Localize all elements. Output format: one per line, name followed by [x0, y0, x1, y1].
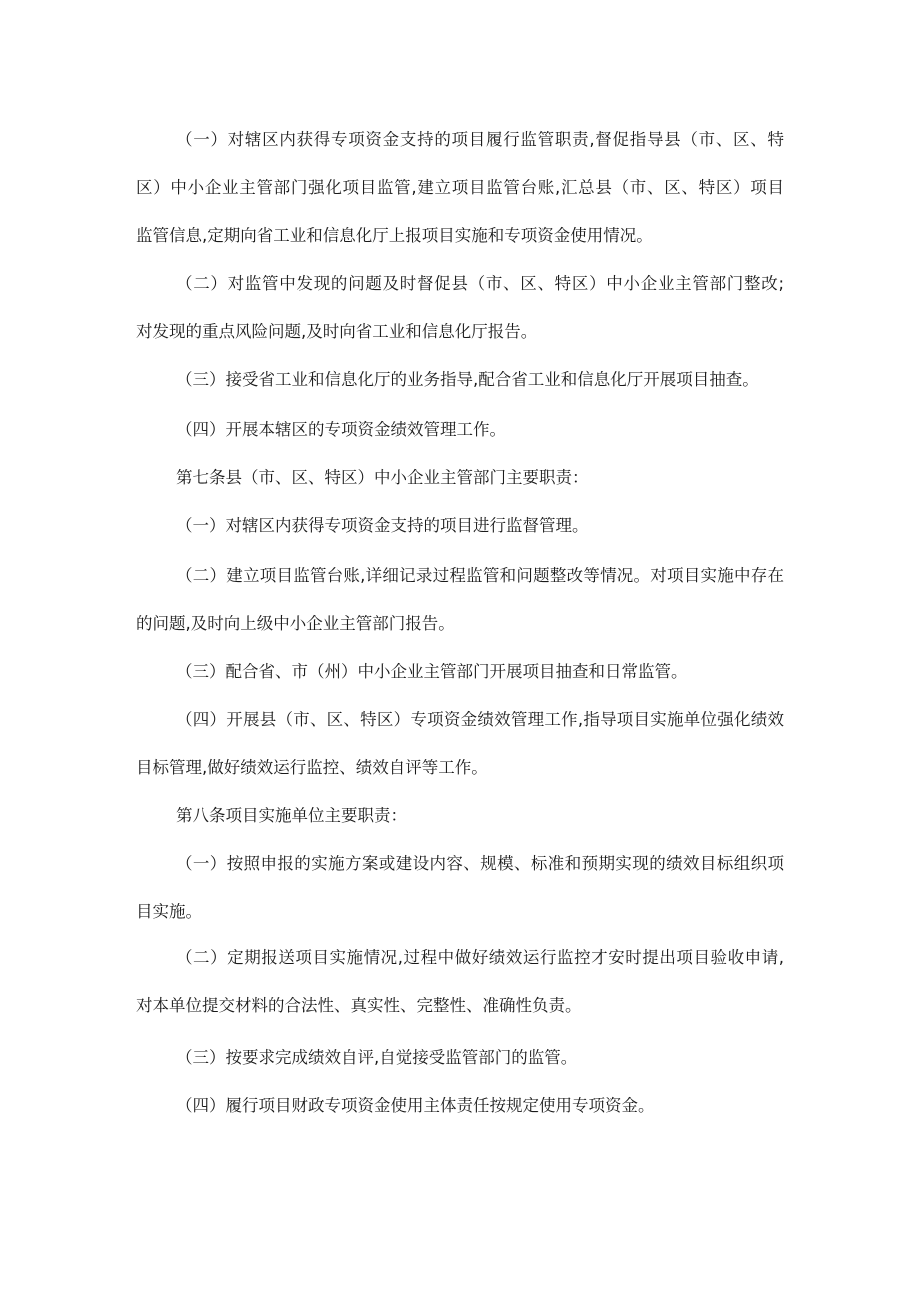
text-line-12: （三）配合省、市（州）中小企业主管部门开展项目抽查和日常监管。 — [176, 662, 688, 681]
article-8-heading: 第八条项目实施单位主要职责： — [176, 806, 407, 825]
text-line-13: （四）开展县（市、区、特区）专项资金绩效管理工作,指导项目实施单位强化绩效 — [176, 710, 784, 729]
text-line-2: 区）中小企业主管部门强化项目监管,建立项目监管台账,汇总县（市、区、特区）项目 — [136, 178, 784, 197]
text-line-10: （二）建立项目监管台账,详细记录过程监管和问题整改等情况。对项目实施中存在 — [176, 566, 784, 585]
text-line-6: （三）接受省工业和信息化厅的业务指导,配合省工业和信息化厅开展项目抽查。 — [176, 370, 759, 389]
text-line-7: （四）开展本辖区的专项资金绩效管理工作。 — [176, 420, 506, 439]
text-line-5: 对发现的重点风险问题,及时向省工业和信息化厅报告。 — [136, 322, 538, 341]
text-line-14: 目标管理,做好绩效运行监控、绩效自评等工作。 — [136, 758, 488, 777]
text-line-20: （三）按要求完成绩效自评,自觉接受监管部门的监管。 — [176, 1048, 578, 1067]
text-line-18: （二）定期报送项目实施情况,过程中做好绩效运行监控才安时提出项目验收申请, — [176, 948, 784, 967]
article-7-heading: 第七条县（市、区、特区）中小企业主管部门主要职责： — [176, 468, 589, 487]
text-line-3: 监管信息,定期向省工业和信息化厅上报项目实施和专项资金使用情况。 — [136, 226, 653, 245]
text-line-19: 对本单位提交材料的合法性、真实性、完整性、准确性负责。 — [136, 996, 582, 1015]
text-line-16: （一）按照申报的实施方案或建设内容、规模、标准和预期实现的绩效目标组织项 — [176, 854, 784, 873]
text-line-9: （一）对辖区内获得专项资金支持的项目进行监督管理。 — [176, 516, 589, 535]
text-line-1: （一）对辖区内获得专项资金支持的项目履行监管职责,督促指导县（市、区、特 — [176, 130, 784, 149]
text-line-11: 的问题,及时向上级中小企业主管部门报告。 — [136, 614, 455, 633]
text-line-21: （四）履行项目财政专项资金使用主体责任按规定使用专项资金。 — [176, 1096, 655, 1115]
text-line-17: 目实施。 — [136, 902, 202, 921]
text-line-4: （二）对监管中发现的问题及时督促县（市、区、特区）中小企业主管部门整改; — [176, 274, 784, 293]
